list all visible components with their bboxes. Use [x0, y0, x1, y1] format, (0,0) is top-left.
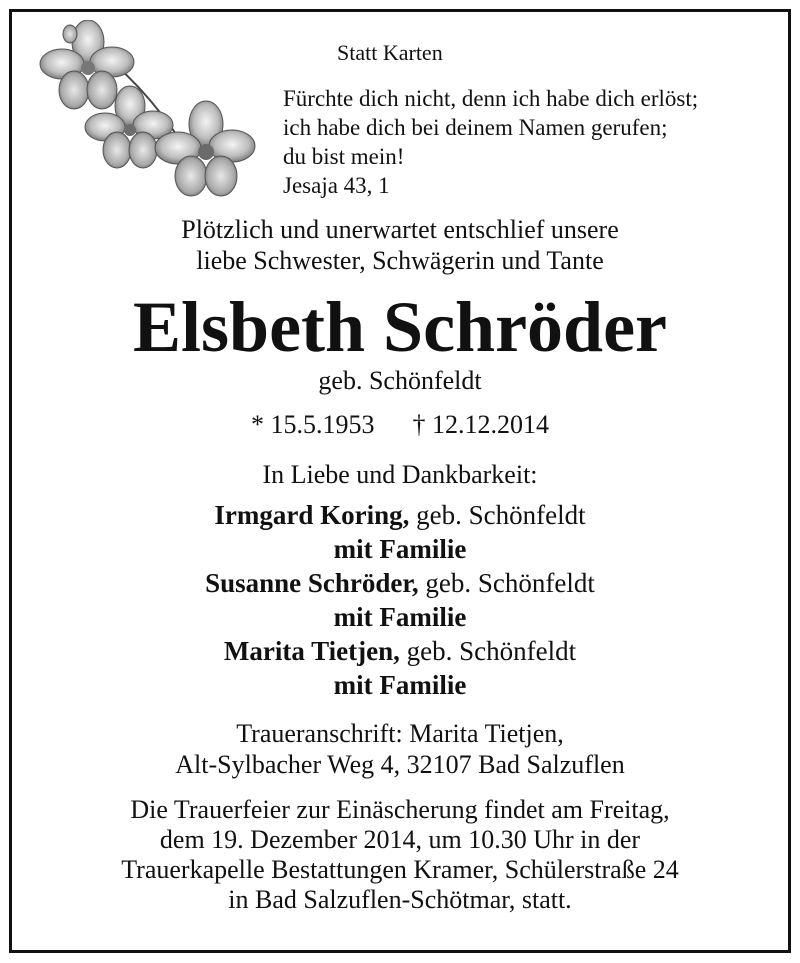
- ceremony-line: dem 19. Dezember 2014, um 10.30 Uhr in der: [159, 825, 641, 854]
- verse-line: Fürchte dich nicht, denn ich habe dich erlöst;: [283, 86, 699, 111]
- statt-karten-label: Statt Karten: [337, 40, 443, 65]
- ceremony-line: Die Trauerfeier zur Einäscherung findet am Freitag,: [130, 795, 670, 824]
- mourners-list: [12, 498, 788, 702]
- mourner-name: Irmgard Koring,: [214, 500, 410, 530]
- mourner-nee: geb. Schönfeldt: [399, 636, 577, 666]
- address-line-2: Alt-Sylbacher Weg 4, 32107 Bad Salzuflen: [175, 750, 625, 779]
- mourner-nee: geb. Schönfeldt: [418, 568, 595, 598]
- verse-line: ich habe dich bei deinem Namen gerufen;: [283, 115, 668, 140]
- bible-verse: [283, 84, 698, 200]
- verse-reference: Jesaja 43, 1: [283, 173, 390, 198]
- verse-line: du bist mein!: [283, 144, 405, 169]
- mourner-name: Susanne Schröder,: [205, 568, 419, 598]
- mourner-family: mit Familie: [333, 602, 467, 632]
- orchid-flower-icon: [30, 20, 260, 200]
- mourner-entry: [12, 566, 788, 600]
- mourner-family: mit Familie: [333, 534, 467, 564]
- ceremony-line: in Bad Salzuflen-Schötmar, statt.: [228, 885, 572, 914]
- mourner-entry: [12, 498, 788, 532]
- intro-line-2: liebe Schwester, Schwägerin und Tante: [196, 246, 604, 275]
- mourner-entry: [12, 634, 788, 668]
- mourner-name: Marita Tietjen,: [223, 636, 400, 666]
- mourners-heading: In Liebe und Dankbarkeit:: [262, 460, 538, 489]
- ceremony-info: [12, 795, 788, 915]
- mourner-family: mit Familie: [333, 670, 467, 700]
- birth-date: * 15.5.1953: [251, 410, 375, 439]
- intro-line-1: Plötzlich und unerwartet entschlief unsere: [181, 215, 619, 244]
- birth-name: geb. Schönfeldt: [318, 366, 482, 395]
- deceased-name: Elsbeth Schröder: [132, 287, 668, 367]
- mourning-address: [12, 718, 788, 780]
- mourner-nee: geb. Schönfeldt: [409, 500, 586, 530]
- address-line-1: Traueranschrift: Marita Tietjen,: [236, 719, 564, 748]
- life-dates: [12, 410, 788, 440]
- intro-text: [12, 214, 788, 276]
- ceremony-line: Trauerkapelle Bestattungen Kramer, Schülerstraße 24: [121, 855, 679, 884]
- death-date: † 12.12.2014: [412, 410, 549, 439]
